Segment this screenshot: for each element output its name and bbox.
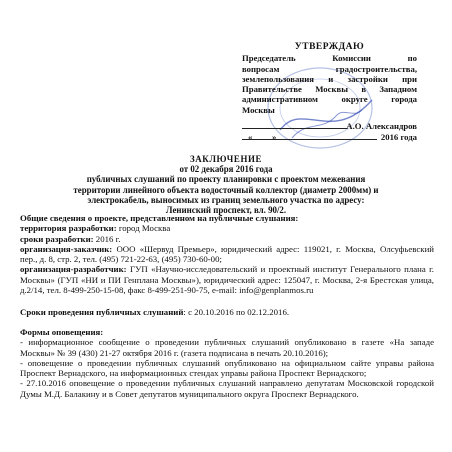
hearing-period-section (20, 307, 434, 317)
approval-line: Москвы (242, 104, 275, 115)
signature-rule (242, 128, 347, 129)
hearing-period-label: Сроки проведения публичных слушаний (20, 307, 184, 317)
approval-line: Председатель Комиссии по (242, 53, 417, 64)
territory-value: город Москва (116, 223, 171, 234)
conclusion-title: ЗАКЛЮЧЕНИЕ (190, 154, 262, 164)
approval-date-year: 2016 года (380, 131, 417, 142)
approval-line: вопросам градостроительства, (242, 63, 417, 74)
approval-line: землепользования и застройки при (242, 73, 417, 84)
conclusion-subtitle-line: территории линейного объекта водосточный коллектор (диаметр 2000мм) и (73, 184, 379, 195)
period-value: 2016 г. (93, 233, 121, 244)
conclusion-header (20, 154, 432, 215)
notification-list (20, 337, 434, 399)
developer-label: организация-разработчик: (20, 264, 127, 275)
period-label: сроки разработки: (20, 233, 94, 244)
period-field (20, 234, 434, 244)
date-rule (242, 139, 377, 140)
conclusion-subtitle-line: Ленинский проспект, вл. 90/2. (165, 205, 287, 216)
signatory-name: А.О. Александров (346, 120, 417, 131)
approval-block (242, 42, 417, 142)
developer-value: ГУП «Научно-исследовательский и проектный институт Генерального плана г. Москвы» (ГУП «НИ и ПИ Генплана Москвы»), юридический адрес: 125047, г. Москва, 2-я Брестская улица, д.2/14, тел. 8-499-250-15-08, факс 8-499-251-90-75, e-mail: info@genplanmos.ru (20, 264, 434, 296)
notification-heading: Формы оповещения: (20, 327, 104, 337)
territory-label: территория разработки: (20, 223, 117, 234)
list-item: - оповещение о проведении публичных слушаний опубликовано на официальном сайте управы района Проспект Вернадского, на информационных стендах управы района Проспект Вернадского; (20, 357, 434, 379)
list-item: - 27.10.2016 оповещение о проведении публичных слушаний направлено депутатам Московской городской Думы М.Д. Балакину и в Совет депутатов муниципального округа Проспект Вернадского. (20, 378, 434, 399)
hearing-period-field (20, 307, 434, 317)
approval-line: административном округе города (242, 94, 417, 105)
territory-field (20, 223, 434, 233)
customer-field (20, 244, 434, 265)
approval-date-line (242, 131, 417, 142)
signature-line (242, 120, 417, 131)
notification-section (20, 327, 434, 399)
conclusion-date: от 02 декабря 2016 года (179, 164, 273, 175)
list-item: - информационное сообщение о проведении публичных слушаний опубликовано в газете «На западе Москвы» № 39 (430) 21-27 октября 2016 г. (газета подписана в печать 20.10.2016); (20, 337, 434, 358)
general-info-section (20, 213, 434, 295)
customer-value: ООО «Шервуд Премьер», юридический адрес: 119021, г. Москва, Олсуфьевский пер., д. 8, стр. 2, тел. (495) 721-22-63, (495) 730-60-00; (20, 243, 434, 265)
approval-title: УТВЕРЖДАЮ (294, 42, 365, 52)
conclusion-subtitle-line: электрокабель, выносимых из границ земельного участка по адресу: (87, 194, 365, 205)
customer-label: организация-заказчик: (20, 243, 113, 254)
general-info-heading: Общие сведения о проекте, представленном на публичные слушания: (20, 213, 299, 223)
approval-line: Правительстве Москвы в Западном (242, 84, 417, 95)
hearing-period-value: : с 20.10.2016 по 02.12.2016. (183, 307, 290, 317)
date-close-quote: » (272, 131, 277, 142)
conclusion-subtitle-line: публичных слушаний по проекту планировки с проектом межевания (86, 174, 366, 185)
date-open-quote: « (248, 131, 253, 142)
developer-field (20, 264, 434, 295)
